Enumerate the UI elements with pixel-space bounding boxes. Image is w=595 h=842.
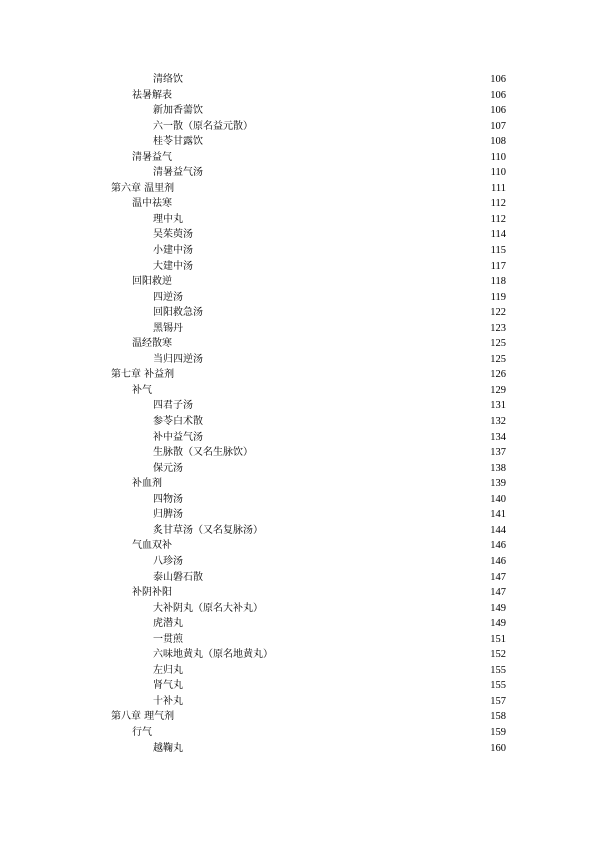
- toc-page-number: 134: [490, 431, 506, 443]
- toc-entry-label: 八珍汤: [153, 555, 183, 567]
- toc-entry-label: 四君子汤: [153, 400, 193, 412]
- toc-section-row: [0, 538, 595, 554]
- toc-entry-label: 补阴补阳: [132, 587, 172, 599]
- toc-page-number: 112: [490, 198, 506, 210]
- toc-page-number: 119: [490, 291, 506, 303]
- toc-entry-label: 温经散寒: [132, 338, 172, 350]
- toc-entry-label: 当归四逆汤: [153, 353, 203, 365]
- toc-section-row: [0, 585, 595, 601]
- toc-entry-label: 气血双补: [132, 540, 172, 552]
- toc-page-number: 125: [490, 338, 506, 350]
- toc-section-row: [0, 725, 595, 741]
- toc-section-row: [0, 476, 595, 492]
- toc-item-row: [0, 554, 595, 570]
- toc-entry-label: 参苓白术散: [153, 416, 203, 428]
- toc-entry-label: 补气: [132, 384, 152, 396]
- toc-item-row: [0, 694, 595, 710]
- toc-page-number: 146: [490, 540, 506, 552]
- toc-entry-label: 六味地黄丸（原名地黄丸）: [153, 649, 273, 661]
- toc-item-row: [0, 601, 595, 617]
- toc-item-row: [0, 445, 595, 461]
- toc-page-number: 147: [490, 571, 506, 583]
- toc-page-number: 106: [490, 74, 506, 85]
- toc-item-row: [0, 678, 595, 694]
- toc-page-number: 108: [490, 136, 506, 148]
- toc-entry-label: 祛暑解表: [132, 89, 172, 101]
- toc-entry-label: 回阳救急汤: [153, 307, 203, 319]
- toc-item-row: [0, 414, 595, 430]
- toc-page-number: 140: [490, 493, 506, 505]
- toc-item-row: [0, 321, 595, 337]
- toc-section-row: [0, 150, 595, 166]
- toc-page-number: 107: [490, 120, 506, 132]
- toc-page-number: 126: [490, 369, 506, 381]
- toc-page-number: 118: [490, 276, 506, 288]
- toc-entry-label: 第八章 理气剂: [111, 711, 175, 723]
- toc-item-row: [0, 72, 595, 88]
- toc-item-row: [0, 523, 595, 539]
- toc-item-row: [0, 103, 595, 119]
- toc-page-number: 147: [490, 587, 506, 599]
- toc-entry-label: 行气: [132, 726, 152, 738]
- toc-item-row: [0, 741, 595, 757]
- toc-page-number: 111: [491, 182, 506, 194]
- toc-item-row: [0, 227, 595, 243]
- toc-entry-label: 保元汤: [153, 462, 183, 474]
- toc-entry-label: 回阳救逆: [132, 276, 172, 288]
- toc-entry-label: 越鞠丸: [153, 742, 183, 754]
- toc-page-number: 159: [490, 726, 506, 738]
- toc-entry-label: 虎潜丸: [153, 618, 183, 630]
- toc-entry-label: 清暑益气汤: [153, 167, 203, 179]
- toc-page-number: 132: [490, 416, 506, 428]
- toc-page-number: 155: [490, 664, 506, 676]
- toc-page-number: 114: [490, 229, 506, 241]
- toc-page-number: 146: [490, 555, 506, 567]
- toc-page-number: 137: [490, 447, 506, 459]
- toc-entry-label: 大建中汤: [153, 260, 193, 272]
- table-of-contents: [0, 72, 595, 756]
- toc-entry-label: 补中益气汤: [153, 431, 203, 443]
- toc-entry-label: 清暑益气: [132, 151, 172, 163]
- toc-entry-label: 泰山磐石散: [153, 571, 203, 583]
- toc-entry-label: 大补阴丸（原名大补丸）: [153, 602, 263, 614]
- toc-page-number: 152: [490, 649, 506, 661]
- toc-chapter-row: [0, 709, 595, 725]
- toc-page-number: 138: [490, 462, 506, 474]
- toc-entry-label: 六一散（原名益元散）: [153, 120, 253, 132]
- toc-entry-label: 一贯煎: [153, 633, 183, 645]
- toc-item-row: [0, 507, 595, 523]
- toc-entry-label: 清络饮: [153, 74, 183, 85]
- toc-item-row: [0, 570, 595, 586]
- toc-section-row: [0, 336, 595, 352]
- toc-page-number: 131: [490, 400, 506, 412]
- toc-item-row: [0, 492, 595, 508]
- toc-item-row: [0, 243, 595, 259]
- toc-page-number: 115: [490, 245, 506, 257]
- toc-page-number: 125: [490, 353, 506, 365]
- toc-page-number: 151: [490, 633, 506, 645]
- toc-entry-label: 第七章 补益剂: [111, 369, 175, 381]
- toc-entry-label: 四物汤: [153, 493, 183, 505]
- toc-page-number: 141: [490, 509, 506, 521]
- toc-page-number: 106: [490, 105, 506, 117]
- toc-item-row: [0, 632, 595, 648]
- toc-section-row: [0, 274, 595, 290]
- toc-page-number: 160: [490, 742, 506, 754]
- toc-page-number: 123: [490, 322, 506, 334]
- toc-page-number: 139: [490, 478, 506, 490]
- toc-section-row: [0, 383, 595, 399]
- toc-entry-label: 小建中汤: [153, 245, 193, 257]
- toc-entry-label: 十补丸: [153, 695, 183, 707]
- toc-entry-label: 温中祛寒: [132, 198, 172, 210]
- toc-item-row: [0, 305, 595, 321]
- toc-item-row: [0, 212, 595, 228]
- toc-page-number: 117: [490, 260, 506, 272]
- toc-item-row: [0, 352, 595, 368]
- toc-item-row: [0, 461, 595, 477]
- toc-entry-label: 归脾汤: [153, 509, 183, 521]
- toc-entry-label: 新加香薷饮: [153, 105, 203, 117]
- toc-item-row: [0, 259, 595, 275]
- toc-page-number: 110: [490, 151, 506, 163]
- toc-section-row: [0, 88, 595, 104]
- toc-chapter-row: [0, 181, 595, 197]
- toc-entry-label: 肾气丸: [153, 680, 183, 692]
- toc-entry-label: 补血剂: [132, 478, 162, 490]
- toc-item-row: [0, 134, 595, 150]
- toc-item-row: [0, 119, 595, 135]
- toc-page-number: 144: [490, 524, 506, 536]
- toc-page-number: 149: [490, 602, 506, 614]
- toc-entry-label: 左归丸: [153, 664, 183, 676]
- toc-page-number: 149: [490, 618, 506, 630]
- toc-entry-label: 理中丸: [153, 213, 183, 225]
- toc-section-row: [0, 196, 595, 212]
- toc-entry-label: 吴茱萸汤: [153, 229, 193, 241]
- toc-page-number: 157: [490, 695, 506, 707]
- toc-item-row: [0, 290, 595, 306]
- toc-page-number: 155: [490, 680, 506, 692]
- toc-item-row: [0, 430, 595, 446]
- toc-entry-label: 桂苓甘露饮: [153, 136, 203, 148]
- toc-page-number: 129: [490, 384, 506, 396]
- toc-item-row: [0, 616, 595, 632]
- toc-item-row: [0, 647, 595, 663]
- toc-item-row: [0, 663, 595, 679]
- toc-chapter-row: [0, 367, 595, 383]
- toc-entry-label: 黑锡丹: [153, 322, 183, 334]
- toc-page-number: 112: [490, 213, 506, 225]
- toc-page-number: 106: [490, 89, 506, 101]
- toc-item-row: [0, 165, 595, 181]
- toc-entry-label: 四逆汤: [153, 291, 183, 303]
- toc-page-number: 110: [490, 167, 506, 179]
- toc-page-number: 158: [490, 711, 506, 723]
- toc-page-number: 122: [490, 307, 506, 319]
- toc-item-row: [0, 398, 595, 414]
- toc-entry-label: 第六章 温里剂: [111, 182, 175, 194]
- toc-entry-label: 炙甘草汤（又名复脉汤）: [153, 524, 263, 536]
- toc-entry-label: 生脉散（又名生脉饮）: [153, 447, 253, 459]
